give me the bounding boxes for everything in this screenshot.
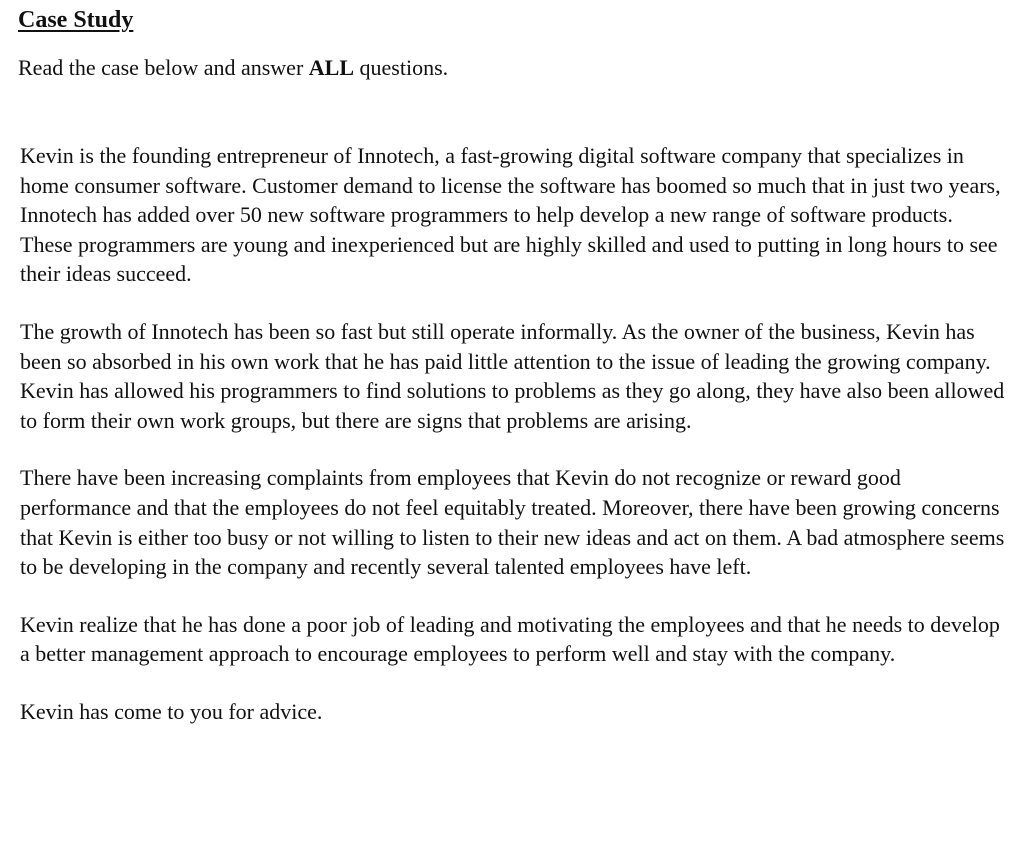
case-paragraph-2: The growth of Innotech has been so fast but still operate informally. As the owner of the business, Kevin has been so absorbed in his own work that he has paid little attention to the issue of leading the growing company. Kevin has allowed his programmers to find solutions to problems as they go along, they have also been allowed to form their own work groups, but there are signs that problems are arising. xyxy=(20,318,1005,433)
instruction-suffix: questions. xyxy=(354,55,449,80)
page-title: Case Study xyxy=(18,7,134,33)
case-paragraph-5: Kevin has come to you for advice. xyxy=(20,698,323,724)
instruction-prefix: Read the case below and answer xyxy=(18,55,309,80)
instruction-text xyxy=(18,54,1008,82)
instruction-emphasis: ALL xyxy=(308,55,355,80)
case-study-document xyxy=(18,4,1008,727)
case-paragraph-4: Kevin realize that he has done a poor job of leading and motivating the employees and that he needs to develop a better management approach to encourage employees to perform well and stay with the company. xyxy=(20,611,1000,667)
case-paragraph-1: Kevin is the founding entrepreneur of Innotech, a fast-growing digital software company that specializes in home consumer software. Customer demand to license the software has boomed so much that in just two years, Innotech has added over 50 new software programmers to help develop a new range of software products. These programmers are young and inexperienced but are highly skilled and used to putting in long hours to see their ideas succeed. xyxy=(20,143,1001,287)
case-paragraph-3: There have been increasing complaints from employees that Kevin do not recognize or reward good performance and that the employees do not feel equitably treated. Moreover, there have been growing concerns that Kevin is either too busy or not willing to listen to their new ideas and act on them. A bad atmosphere seems to be developing in the company and recently several talented employees have left. xyxy=(20,465,1005,580)
